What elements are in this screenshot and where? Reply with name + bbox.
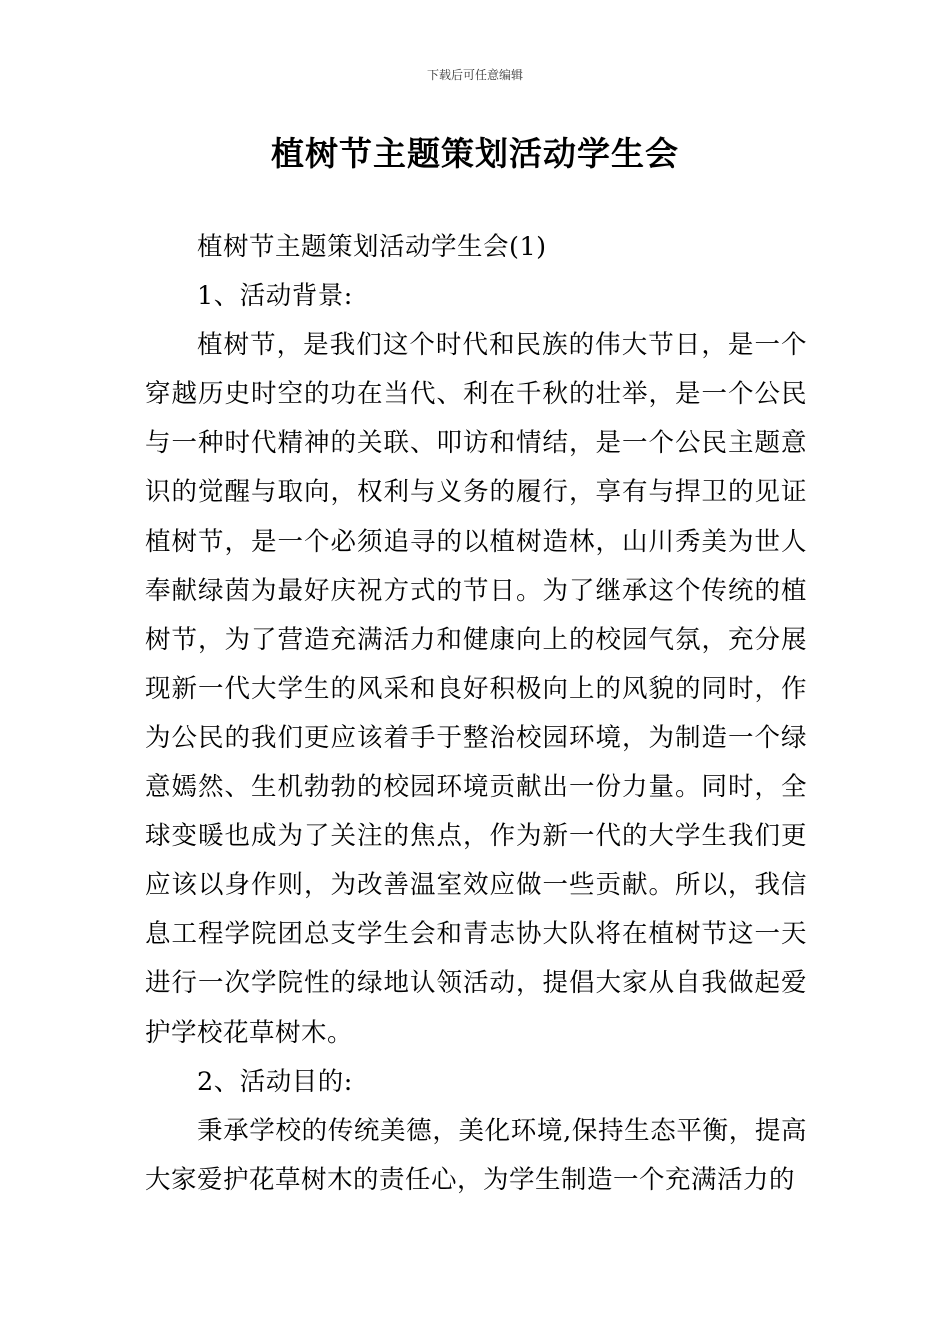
subtitle-paragraph: 植树节主题策划活动学生会(1)	[197, 232, 547, 262]
section-2-heading: 2、活动目的:	[197, 1066, 353, 1097]
section-2-paragraph: 秉承学校的传统美德，美化环境,保持生态平衡，提高大家爱护花草树木的责任心，为学生制造一个充满活力的	[145, 1115, 807, 1195]
section-1-paragraph: 植树节，是我们这个时代和民族的伟大节日，是一个穿越历史时空的功在当代、利在千秋的壮举，是一个公民与一种时代精神的关联、叩访和情结，是一个公民主题意识的觉醒与取向，权利与义务的履行，享有与捍卫的见证植树节，是一个必须追寻的以植树造林，山川秀美为世人奉献绿茵为最好庆祝方式的节日。为了继承这个传统的植树节，为了营造充满活力和健康向上的校园气氛，充分展现新一代大学生的风采和良好积极向上的风貌的同时，作为公民的我们更应该着手于整治校园环境，为制造一个绿意嫣然、生机勃勃的校园环境贡献出一份力量。同时，全球变暖也成为了关注的焦点，作为新一代的大学生我们更应该以身作则，为改善温室效应做一些贡献。所以，我信息工程学院团总支学生会和青志协大队将在植树节这一天进行一次学院性的绿地认领活动，提倡大家从自我做起爱护学校花草树木。	[145, 330, 807, 1048]
document-body	[145, 223, 807, 1205]
header-note: 下载后可任意编辑	[426, 68, 523, 82]
section-1-heading: 1、活动背景:	[197, 281, 353, 312]
document-title: 植树节主题策划活动学生会	[271, 134, 679, 173]
